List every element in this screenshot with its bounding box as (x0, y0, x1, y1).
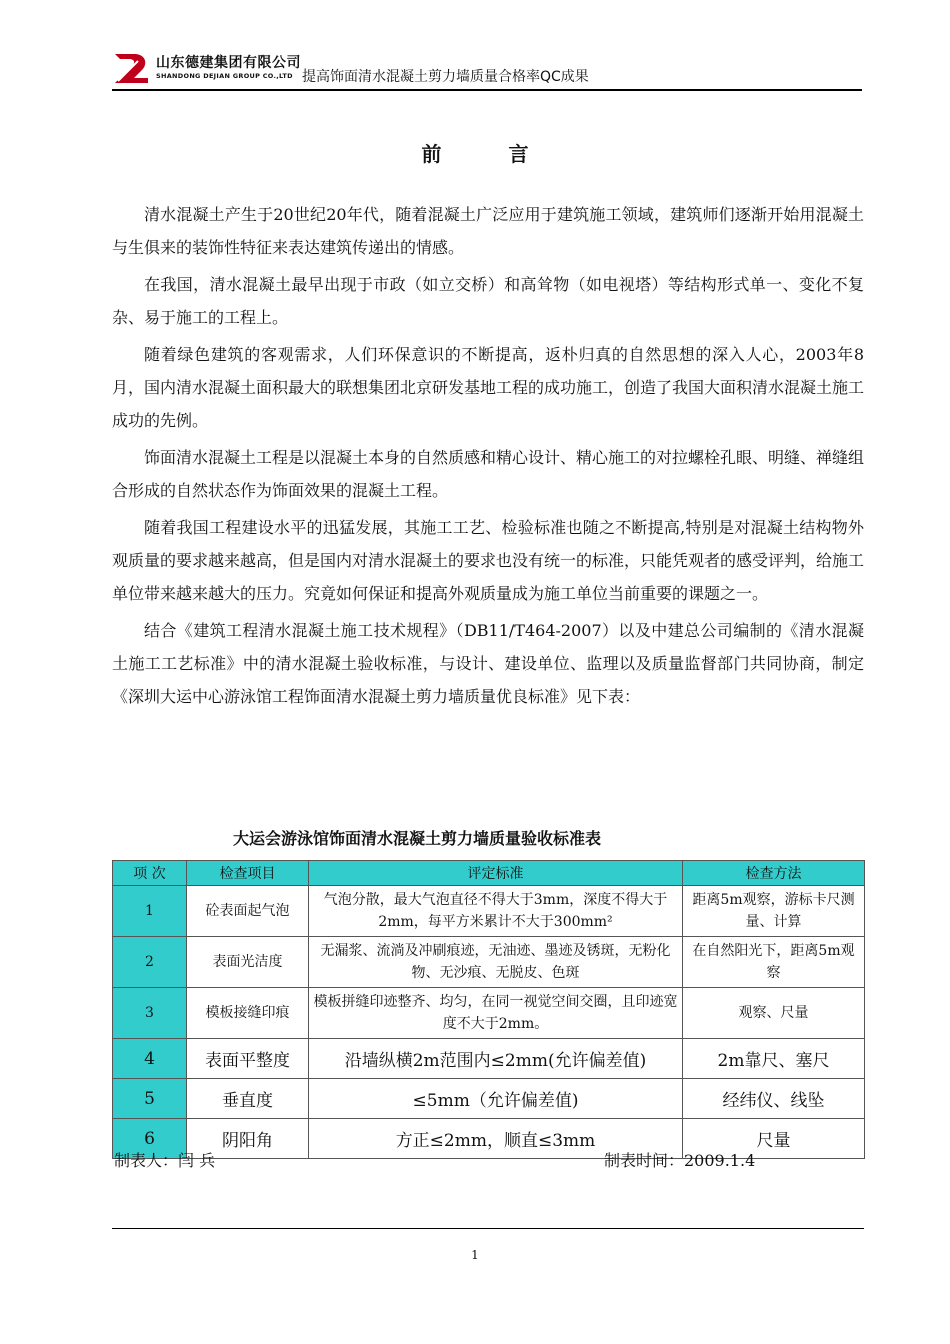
page-number: 1 (471, 1248, 479, 1262)
criteria: ≤5mm（允许偏差值) (309, 1079, 683, 1119)
check-item: 表面光洁度 (187, 937, 309, 988)
table-row (113, 1079, 865, 1119)
row-number: 5 (113, 1079, 187, 1119)
check-method: 在自然阳光下，距离5m观察 (683, 937, 865, 988)
check-item: 表面平整度 (187, 1039, 309, 1079)
check-method: 距离5m观察，游标卡尺测量、计算 (683, 886, 865, 937)
check-item: 垂直度 (187, 1079, 309, 1119)
column-header: 项 次 (113, 861, 187, 886)
document-header-title: 提高饰面清水混凝土剪力墙质量合格率QC成果 (302, 69, 589, 85)
column-header: 检查项目 (187, 861, 309, 886)
check-item: 砼表面起气泡 (187, 886, 309, 937)
criteria: 气泡分散，最大气泡直径不得大于3mm，深度不得大于2mm，每平方米累计不大于300mm² (309, 886, 683, 937)
table-row (113, 1039, 865, 1079)
paragraph: 随着我国工程建设水平的迅猛发展，其施工工艺、检验标准也随之不断提高,特别是对混凝土结构物外观质量的要求越来越高，但是国内对清水混凝土的要求也没有统一的标准，只能凭观者的感受评判，给施工单位带来越来越大的压力。究竟如何保证和提高外观质量成为施工单位当前重要的课题之一。 (112, 518, 865, 603)
paragraph: 结合《建筑工程清水混凝土施工技术规程》（DB11/T464-2007）以及中建总公司编制的《清水混凝土施工工艺标准》中的清水混凝土验收标准，与设计、建设单位、监理以及质量监督部门共同协商，制定《深圳大运中心游泳馆工程饰面清水混凝土剪力墙质量优良标准》见下表： (112, 621, 864, 706)
acceptance-standard-table (112, 860, 865, 1159)
table-title: 大运会游泳馆饰面清水混凝土剪力墙质量验收标准表 (232, 829, 601, 848)
criteria: 模板拼缝印迹整齐、均匀，在同一视觉空间交圈，且印迹宽度不大于2mm。 (309, 988, 683, 1039)
row-number: 4 (113, 1039, 187, 1079)
company-name-en: SHANDONG DEJIAN GROUP CO.,LTD (156, 72, 293, 80)
row-number: 1 (113, 886, 187, 937)
header-divider (112, 89, 862, 91)
row-number: 3 (113, 988, 187, 1039)
column-header: 评定标准 (309, 861, 683, 886)
check-method: 经纬仪、线坠 (683, 1079, 865, 1119)
criteria: 方正≤2mm，顺直≤3mm (309, 1119, 683, 1159)
table-maker: 制表人：闫 兵 (114, 1151, 216, 1170)
paragraph: 在我国，清水混凝土最早出现于市政（如立交桥）和高耸物（如电视塔）等结构形式单一、变化不复杂、易于施工的工程上。 (112, 275, 864, 327)
criteria: 无漏浆、流淌及冲刷痕迹，无油迹、墨迹及锈斑，无粉化物、无沙痕、无脱皮、色斑 (309, 937, 683, 988)
check-item: 阴阳角 (187, 1119, 309, 1159)
check-item: 模板接缝印痕 (187, 988, 309, 1039)
row-number: 2 (113, 937, 187, 988)
company-logo-icon (112, 50, 150, 86)
company-name-cn: 山东德建集团有限公司 (156, 55, 301, 71)
table-row (113, 937, 865, 988)
table-header-row (113, 861, 865, 886)
check-method: 尺量 (683, 1119, 865, 1159)
table-row (113, 988, 865, 1039)
paragraph: 饰面清水混凝土工程是以混凝土本身的自然质感和精心设计、精心施工的对拉螺栓孔眼、明缝、禅缝组合形成的自然状态作为饰面效果的混凝土工程。 (112, 448, 865, 500)
page-title: 前 言 (421, 142, 559, 166)
page-header (112, 48, 862, 92)
table-row (113, 886, 865, 937)
paragraph: 随着绿色建筑的客观需求，人们环保意识的不断提高，返朴归真的自然思想的深入人心，2003年8月，国内清水混凝土面积最大的联想集团北京研发基地工程的成功施工，创造了我国大面积清水混凝土施工成功的先例。 (112, 345, 865, 430)
table-date: 制表时间：2009.1.4 (604, 1151, 756, 1170)
criteria: 沿墙纵横2m范围内≤2mm(允许偏差值) (309, 1039, 683, 1079)
footer-divider (112, 1228, 864, 1229)
paragraph: 清水混凝土产生于20世纪20年代，随着混凝土广泛应用于建筑施工领域，建筑师们逐渐开始用混凝土与生俱来的装饰性特征来表达建筑传递出的情感。 (112, 205, 864, 257)
check-method: 观察、尺量 (683, 988, 865, 1039)
row-number: 6 (113, 1119, 187, 1159)
check-method: 2m靠尺、塞尺 (683, 1039, 865, 1079)
column-header: 检查方法 (683, 861, 865, 886)
body-text (112, 198, 864, 717)
